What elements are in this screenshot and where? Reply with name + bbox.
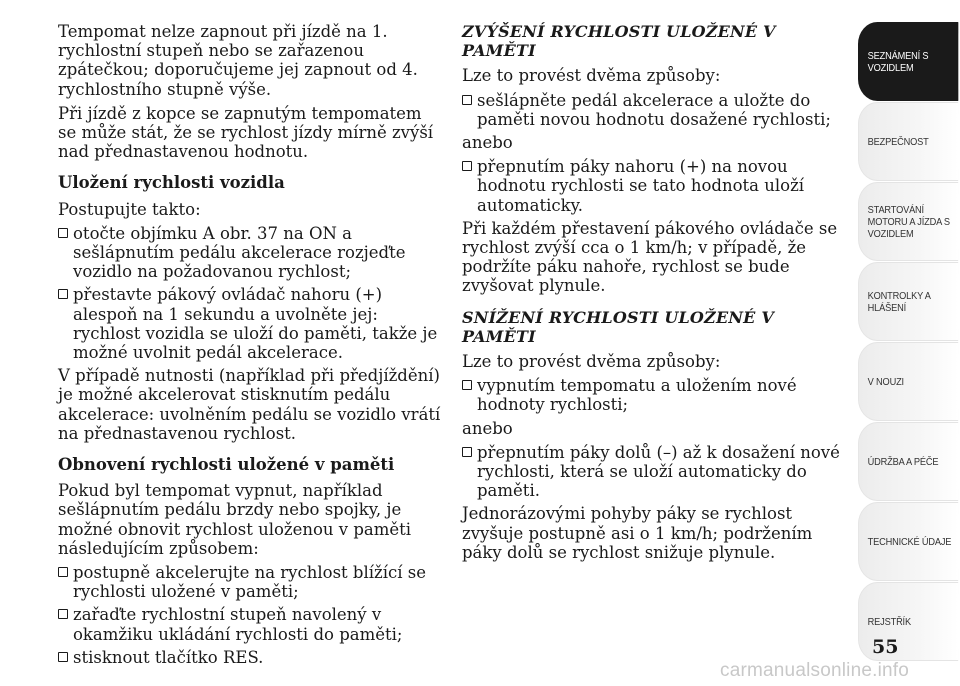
section-heading: Uložení rychlosti vozidla [58, 173, 285, 193]
section-heading: Obnovení rychlosti uložené v paměti [58, 455, 395, 475]
list-item: přestavte pákový ovládač nahoru (+) alespoň na 1 sekundu a uvolněte jej: rychlost vozidla se uloží do paměti, takže je možné uvolnit pedál akcelerace. [58, 285, 443, 362]
section-heading: ZVÝŠENÍ RYCHLOSTI ULOŽENÉ V PAMĚTI [462, 22, 776, 61]
paragraph: anebo [462, 418, 513, 438]
right-column [462, 22, 847, 567]
checkbox-bullet-icon [58, 567, 68, 577]
paragraph: Jednorázovými pohyby páky se rychlost zvyšuje postupně asi o 1 km/h; podržením páky dolů se rychlost snižuje plynule. [462, 504, 813, 562]
chapter-tabs [858, 22, 960, 662]
list-item: vypnutím tempomatu a uložením nové hodnoty rychlosti; [462, 376, 847, 414]
paragraph: Tempomat nelze zapnout při jízdě na 1. rychlostní stupeň nebo se zařazenou zpátečkou; doporučujeme jej zapnout od 4. rychlostního stupně výše. [58, 22, 418, 99]
paragraph: V případě nutnosti (například při předjíždění) je možné akcelerovat stisknutím pedálu akcelerace: uvolněním pedálu se vozidlo vrátí na přednastavenou rychlost. [58, 366, 441, 443]
checkbox-bullet-icon [58, 609, 68, 619]
paragraph: Lze to provést dvěma způsoby: [462, 66, 721, 86]
list-item: stisknout tlačítko RES. [58, 648, 443, 667]
tab-v-nouzi[interactable]: V NOUZI [858, 342, 958, 421]
checkbox-bullet-icon [462, 161, 472, 171]
paragraph: Při každém přestavení pákového ovládače se rychlost zvýší cca o 1 km/h; v případě, že podržíte páku nahoře, rychlost se bude zvyšovat plynule. [462, 218, 838, 296]
list-item: přepnutím páky dolů (–) až k dosažení nové rychlosti, která se uloží automaticky do paměti. [462, 443, 847, 501]
paragraph: Pokud byl tempomat vypnut, například sešlápnutím pedálu brzdy nebo spojky, je možné obnovit rychlost uloženou v paměti následujícím způsobem: [58, 481, 412, 558]
left-column [58, 22, 443, 671]
checkbox-bullet-icon [462, 447, 472, 457]
paragraph: Při jízdě z kopce se zapnutým tempomatem se může stát, že se rychlost jízdy mírně zvýší nad přednastavenou hodnotu. [58, 103, 434, 162]
section-heading: SNÍŽENÍ RYCHLOSTI ULOŽENÉ V PAMĚTI [462, 307, 774, 346]
list-item: otočte objímku A obr. 37 na ON a sešlápnutím pedálu akcelerace rozjeďte vozidlo na požadovanou rychlost; [58, 224, 443, 282]
watermark: carmanualsonline.info [720, 660, 910, 681]
tab-seznameni-s-vozidlem[interactable]: SEZNÁMENÍ S VOZIDLEM [858, 22, 958, 101]
checkbox-bullet-icon [58, 652, 68, 662]
paragraph: Postupujte takto: [58, 199, 201, 219]
tab-kontrolky-a-hlaseni[interactable]: KONTROLKY A HLÁŠENÍ [858, 262, 958, 341]
checkbox-bullet-icon [58, 289, 68, 299]
checkbox-bullet-icon [58, 228, 68, 238]
list-item: postupně akcelerujte na rychlost blížící se rychlosti uložené v paměti; [58, 563, 443, 601]
paragraph: Lze to provést dvěma způsoby: [462, 352, 721, 372]
list-item: zařaďte rychlostní stupeň navolený v okamžiku ukládání rychlosti do paměti; [58, 605, 443, 643]
list-item: přepnutím páky nahoru (+) na novou hodnotu rychlosti se tato hodnota uloží automaticky. [462, 157, 847, 215]
tab-bezpecnost[interactable]: BEZPEČNOST [858, 102, 958, 181]
tab-startovani-motoru[interactable]: STARTOVÁNÍ MOTORU A JÍZDA S VOZIDLEM [858, 182, 958, 261]
checkbox-bullet-icon [462, 95, 472, 105]
tab-technicke-udaje[interactable]: TECHNICKÉ ÚDAJE [858, 502, 958, 581]
tab-rejstrik[interactable]: REJSTŘÍK [858, 582, 958, 661]
paragraph: anebo [462, 133, 513, 153]
tab-udrzba-a-pece[interactable]: ÚDRŽBA A PÉČE [858, 422, 958, 501]
page-number: 55 [872, 636, 899, 658]
checkbox-bullet-icon [462, 380, 472, 390]
list-item: sešlápněte pedál akcelerace a uložte do paměti novou hodnotu dosažené rychlosti; [462, 91, 847, 129]
